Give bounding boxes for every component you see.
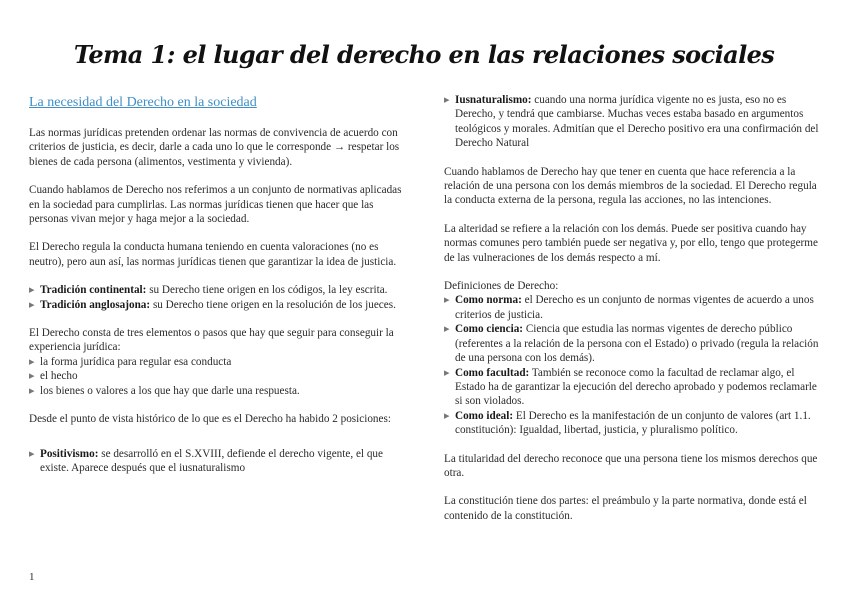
list-item-como-facultad	[444, 366, 820, 409]
term: Como norma:	[455, 294, 522, 307]
traditions-list	[29, 283, 407, 312]
positions-list	[29, 447, 407, 476]
list-item-tradicion-continental	[29, 283, 407, 297]
list-item-positivismo	[29, 447, 407, 476]
list-item: ▸ los bienes o valores a los que hay que darle una respuesta.	[29, 384, 407, 398]
term: Como ciencia:	[455, 323, 524, 336]
list-item: ▸ el hecho	[29, 369, 407, 383]
list-item-iusnaturalismo	[444, 93, 820, 151]
term-text: su Derecho tiene origen en la resolución de los jueces.	[150, 298, 396, 311]
term-text: cuando una norma jurídica vigente no es justa, eso no es Derecho, y tendrá que cambiarse. Muchas veces estaba basado en argumentos teológicos y morales. Admitían que el Derecho positivo era una confirmación del Derecho Natural	[455, 94, 819, 150]
paragraph-constitucion: La constitución tiene dos partes: el preámbulo y la parte normativa, donde está el contenido de la constitución.	[444, 495, 807, 522]
term: Como ideal:	[455, 409, 514, 422]
term: Tradición anglosajona:	[40, 298, 151, 311]
list-item-como-ciencia	[444, 322, 820, 365]
term: Iusnaturalismo:	[455, 94, 532, 106]
list-item-tradicion-anglosajona	[29, 298, 407, 312]
list-item-como-ideal	[444, 409, 820, 438]
left-column	[29, 94, 407, 489]
term: Positivismo:	[40, 447, 99, 460]
list-item-como-norma	[444, 293, 820, 322]
definitions-intro: Definiciones de Derecho:	[444, 280, 559, 293]
elements-list	[29, 355, 407, 398]
term-text: También se reconoce como la facultad de reclamar algo, el Estado ha de garantizar la ejecución del derecho aprobado y podemos reclamarle si son violados.	[455, 366, 817, 408]
section-heading: La necesidad del Derecho en la sociedad	[29, 95, 257, 110]
term-text: Ciencia que estudia las normas vigentes de derecho público (referentes a la relación de la persona con el Estado) o privado (regula la relación de una persona con los demás).	[455, 323, 819, 365]
term: Tradición continental:	[40, 284, 147, 297]
paragraph-normas-juridicas: Las normas jurídicas pretenden ordenar las normas de convivencia de acuerdo con criterios de justicia, es decir, darle a cada uno lo que le corresponde → respetar los bienes de cada persona (alimentos, vestimenta y vivienda).	[29, 127, 400, 168]
paragraph-titularidad: La titularidad del derecho reconoce que una persona tiene los mismos derechos que otra.	[444, 452, 818, 479]
term-text: El Derecho es la manifestación de un conjunto de valores (art 1.1. constitución): Igualdad, libertad, justicia, y pluralismo político.	[455, 409, 811, 437]
term-text: se desarrolló en el S.XVIII, defiende el derecho vigente, el que existe. Aparece después que el iusnaturalismo	[40, 447, 383, 474]
page-title: Tema 1: el lugar del derecho en las relaciones sociales	[73, 40, 775, 69]
term-text: el Derecho es un conjunto de normas vigentes de acuerdo a unos criterios de justicia.	[455, 294, 814, 321]
paragraph-conducta-humana: El Derecho regula la conducta humana teniendo en cuenta valoraciones (no es neutro), pero aun así, las normas jurídicas tienen que garantizar la idea de justicia.	[29, 241, 397, 268]
right-column	[444, 93, 820, 537]
paragraph-relacion-persona: Cuando hablamos de Derecho hay que tener en cuenta que hace referencia a la relación de una persona con los demás miembros de la sociedad. El Derecho regula la conducta externa de la persona, regula las acciones, no las intenciones.	[444, 165, 817, 207]
paragraph-conjunto-normativas: Cuando hablamos de Derecho nos referimos a un conjunto de normativas aplicadas en la sociedad para cumplirlas. Las normas jurídicas tienen que hacer que las personas vivan mejor y haga mejor a la sociedad.	[29, 184, 402, 226]
list-item: ▸ la forma jurídica para regular esa conducta	[29, 355, 407, 369]
term: Como facultad:	[455, 366, 530, 379]
paragraph-alteridad: La alteridad se refiere a la relación con los demás. Puede ser positiva cuando hay normas comunes pero también puede ser negativa y, por ello, tengo que protegerme de las vulneraciones de los demás respecto a mí.	[444, 222, 818, 264]
paragraph-posiciones: Desde el punto de vista histórico de lo que es el Derecho ha habido 2 posiciones:	[29, 413, 391, 426]
paragraph-tres-elementos: El Derecho consta de tres elementos o pasos que hay que seguir para conseguir la experiencia jurídica:	[29, 327, 394, 354]
positions-list-continued	[444, 93, 820, 151]
term-text: su Derecho tiene origen en los códigos, la ley escrita.	[146, 284, 388, 297]
definitions-list	[444, 293, 820, 437]
page-number: 1	[29, 571, 35, 583]
